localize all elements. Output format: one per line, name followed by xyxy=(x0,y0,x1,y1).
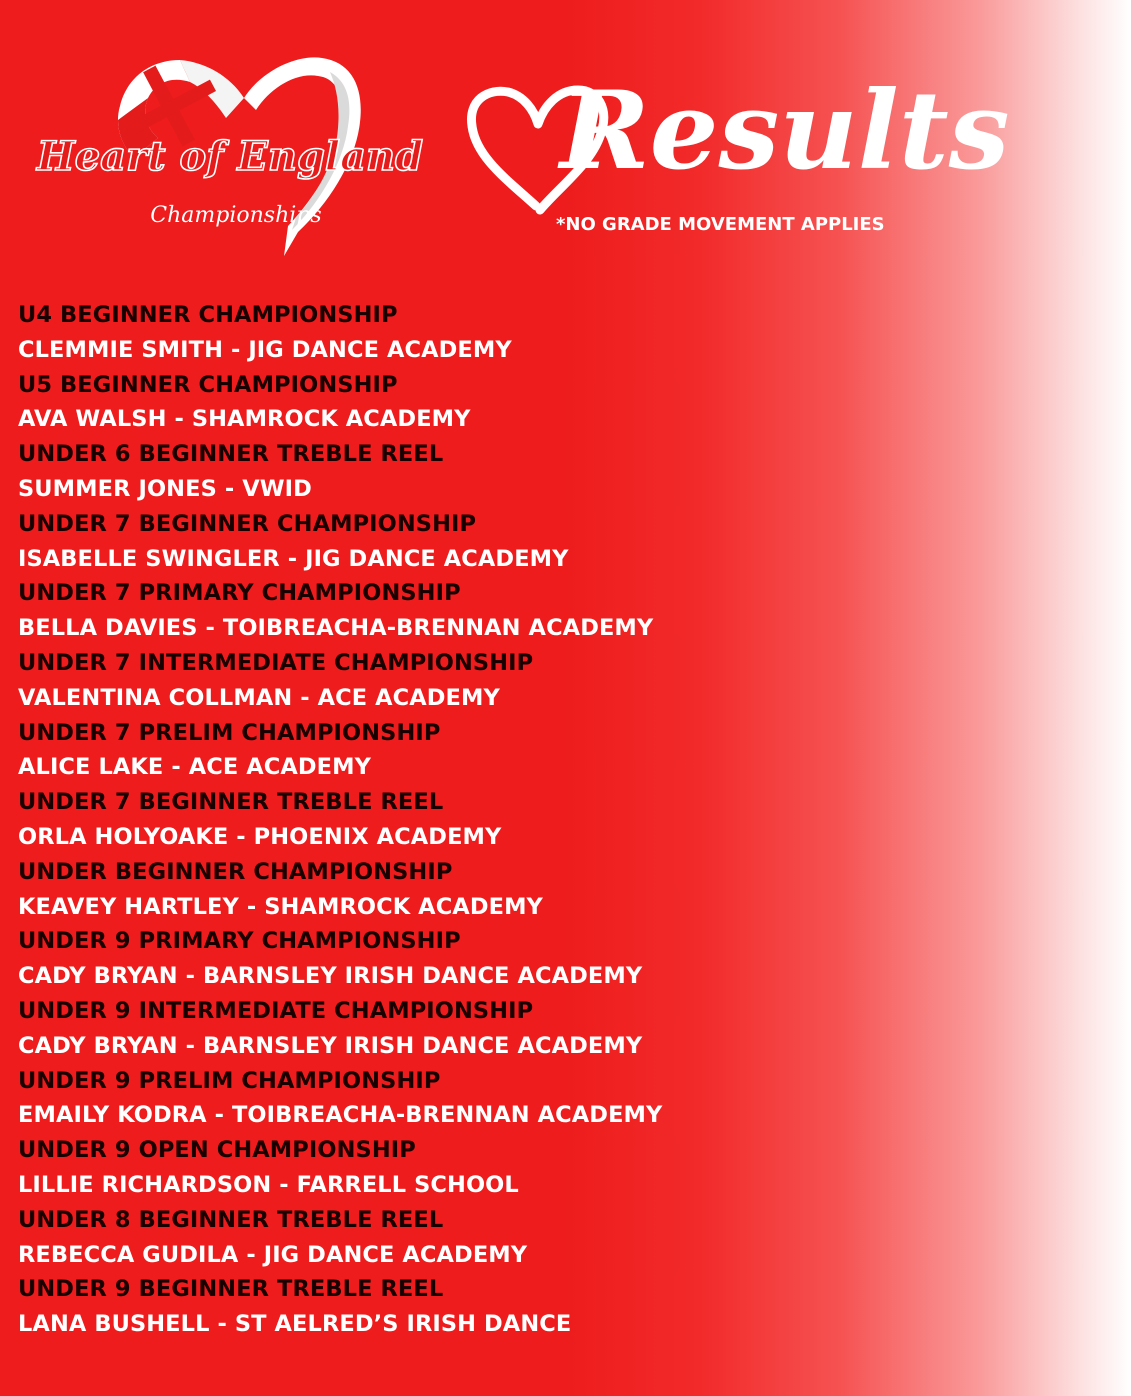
event-title: UNDER 9 PRELIM CHAMPIONSHIP xyxy=(18,1067,441,1094)
event-title: UNDER 9 OPEN CHAMPIONSHIP xyxy=(18,1137,416,1164)
event-title: UNDER BEGINNER CHAMPIONSHIP xyxy=(18,858,453,885)
event-title: UNDER 7 PRIMARY CHAMPIONSHIP xyxy=(18,580,461,607)
event-title: U5 BEGINNER CHAMPIONSHIP xyxy=(18,371,398,398)
winner-line: CLEMMIE SMITH - JIG DANCE ACADEMY xyxy=(18,336,512,363)
winner-line: AVA WALSH - SHAMROCK ACADEMY xyxy=(18,406,471,433)
winner-line: ORLA HOLYOAKE - PHOENIX ACADEMY xyxy=(18,823,502,850)
results-list xyxy=(18,298,662,1342)
heart-of-england-logo xyxy=(30,42,430,264)
event-title: UNDER 9 BEGINNER TREBLE REEL xyxy=(18,1276,444,1303)
logo-line2: Championships xyxy=(150,203,322,228)
winner-line: KEAVEY HARTLEY - SHAMROCK ACADEMY xyxy=(18,893,543,920)
event-title: U4 BEGINNER CHAMPIONSHIP xyxy=(18,302,398,328)
grade-movement-note: *NO GRADE MOVEMENT APPLIES xyxy=(556,214,885,235)
winner-line: ISABELLE SWINGLER - JIG DANCE ACADEMY xyxy=(18,545,569,572)
winner-line: REBECCA GUDILA - JIG DANCE ACADEMY xyxy=(18,1241,528,1268)
winner-line: CADY BRYAN - BARNSLEY IRISH DANCE ACADEMY xyxy=(18,1032,643,1059)
logo-line1: Heart of England xyxy=(36,133,424,180)
event-title: UNDER 6 BEGINNER TREBLE REEL xyxy=(18,441,444,468)
event-title: UNDER 9 INTERMEDIATE CHAMPIONSHIP xyxy=(18,997,534,1024)
winner-line: CADY BRYAN - BARNSLEY IRISH DANCE ACADEMY xyxy=(18,963,643,990)
winner-line: LILLIE RICHARDSON - FARRELL SCHOOL xyxy=(18,1171,519,1198)
event-title: UNDER 7 BEGINNER CHAMPIONSHIP xyxy=(18,510,477,537)
event-title: UNDER 7 PRELIM CHAMPIONSHIP xyxy=(18,719,441,746)
winner-line: BELLA DAVIES - TOIBREACHA-BRENNAN ACADEMY xyxy=(18,615,654,642)
page-title: Results xyxy=(560,68,1010,194)
event-title: UNDER 7 BEGINNER TREBLE REEL xyxy=(18,789,444,816)
winner-line: LANA BUSHELL - ST AELRED’S IRISH DANCE xyxy=(18,1311,572,1338)
winner-line: ALICE LAKE - ACE ACADEMY xyxy=(18,754,371,781)
winner-line: VALENTINA COLLMAN - ACE ACADEMY xyxy=(18,684,500,711)
winner-line: SUMMER JONES - VWID xyxy=(18,475,312,502)
winner-line: EMAILY KODRA - TOIBREACHA-BRENNAN ACADEMY xyxy=(18,1102,663,1129)
event-title: UNDER 9 PRIMARY CHAMPIONSHIP xyxy=(18,928,461,955)
event-title: UNDER 7 INTERMEDIATE CHAMPIONSHIP xyxy=(18,649,534,676)
event-title: UNDER 8 BEGINNER TREBLE REEL xyxy=(18,1206,444,1233)
